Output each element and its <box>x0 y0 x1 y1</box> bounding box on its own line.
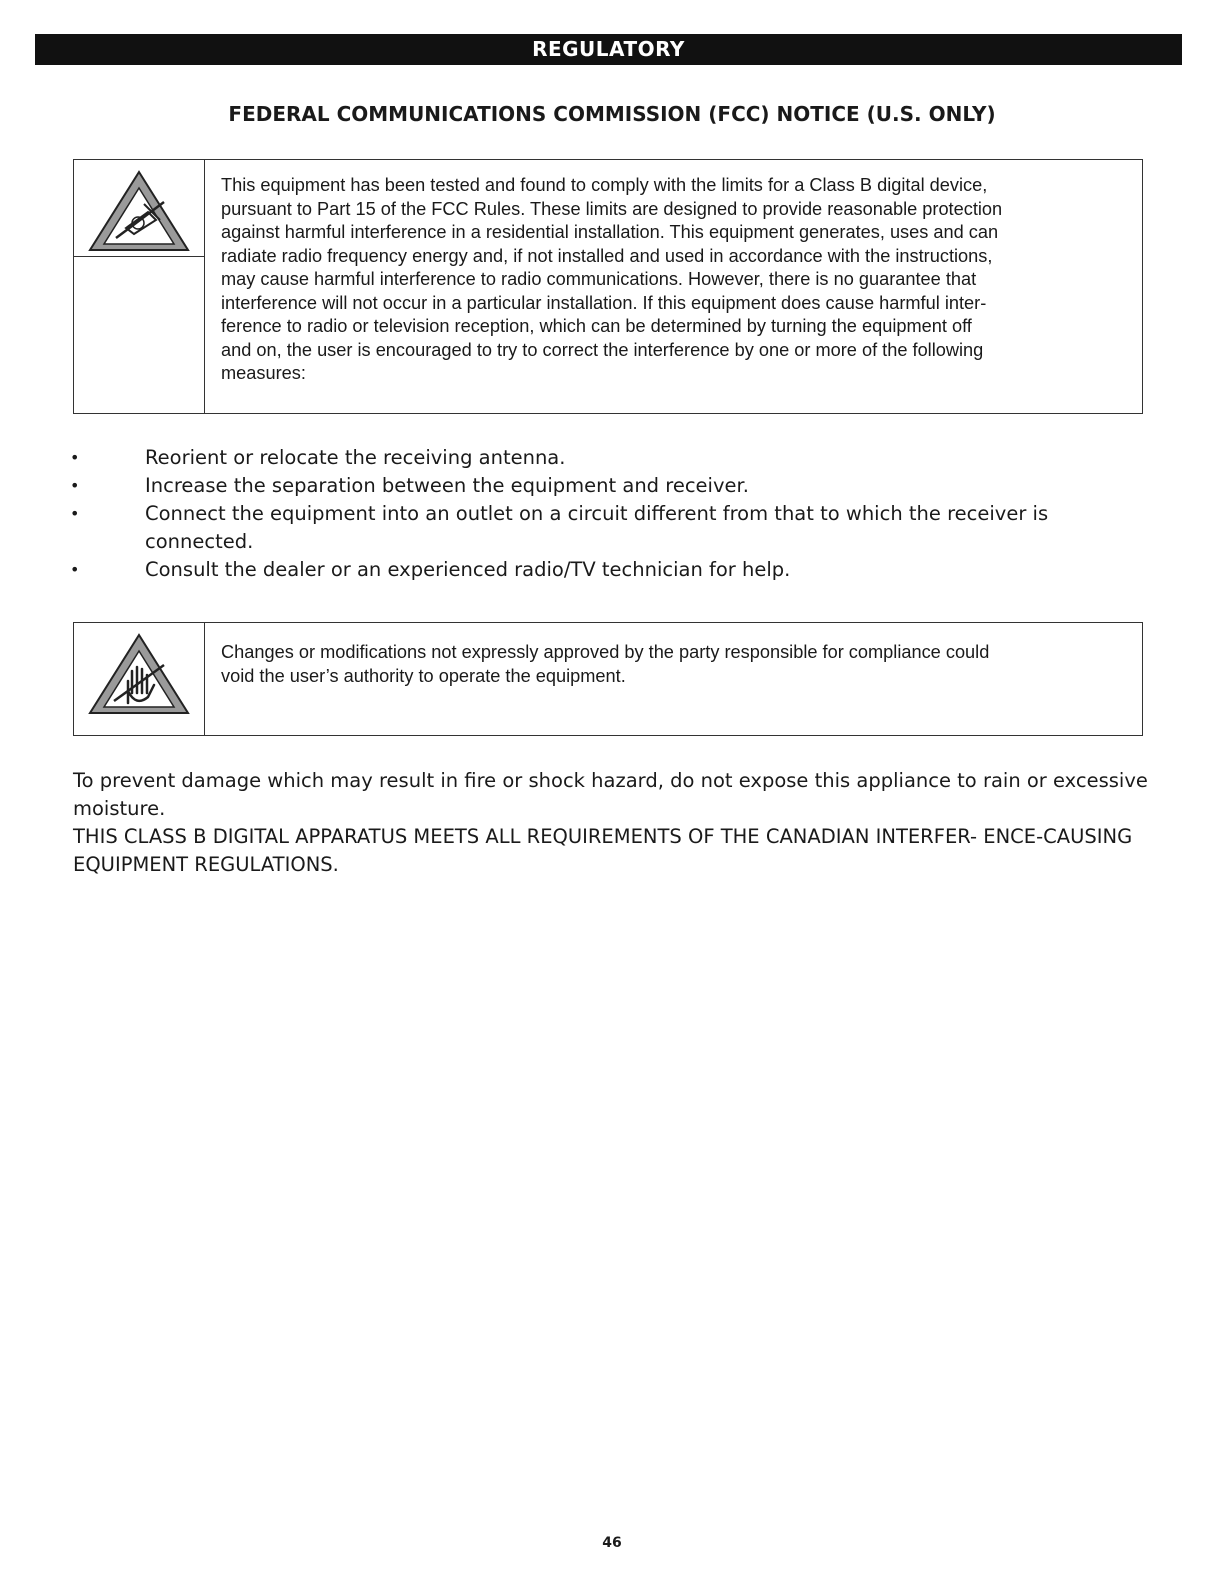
page-title: FEDERAL COMMUNICATIONS COMMISSION (FCC) NOTICE (U.S. ONLY) <box>228 102 996 126</box>
list-item <box>70 556 1160 584</box>
canadian-compliance-text: THIS CLASS B DIGITAL APPARATUS MEETS ALL REQUIREMENTS OF THE CANADIAN INTERFER- ENCE-CAUSING EQUIPMENT REGULATIONS. <box>73 825 1133 876</box>
notice-icon-column <box>74 623 205 735</box>
warning-triangle-stop-hand-icon <box>86 631 192 717</box>
fcc-notice-text: This equipment has been tested and found to comply with the limits for a Class B digital device, pursuant to Part 15 of the FCC Rules. These limits are designed to provide reasonable protection against harmful interference in a residential installation. This equipment generates, uses and can radiate radio frequency energy and, if not installed and used in accordance with the instructions, may cause harmful interference to radio communications. However, there is no guarantee that interference will not occur in a particular installation. If this equipment does cause harmful inter- ference to radio or television reception, which can be determined by turning the equipment off and on, the user is encouraged to try to correct the interference by one or more of the following measures: <box>221 175 1003 383</box>
list-item <box>70 444 1160 472</box>
notice-icon-column <box>74 160 205 413</box>
bullet-dot: • <box>70 560 80 579</box>
bullet-dot: • <box>70 504 80 523</box>
bullet-dot: • <box>70 448 80 467</box>
fcc-notice-box <box>73 159 1143 414</box>
bullet-dot: • <box>70 476 80 495</box>
section-banner: REGULATORY <box>35 34 1182 65</box>
list-item <box>70 472 1160 500</box>
modification-notice-box <box>73 622 1143 736</box>
list-item-text: Increase the separation between the equipment and receiver. <box>145 474 749 497</box>
warning-triangle-hand-writing-icon <box>86 168 192 254</box>
list-item-text: Consult the dealer or an experienced radio/TV technician for help. <box>145 558 791 581</box>
moisture-warning-text: To prevent damage which may result in fire or shock hazard, do not expose this appliance to rain or excessive moisture. <box>73 769 1148 820</box>
icon-divider <box>74 256 204 257</box>
list-item-text: Reorient or relocate the receiving antenna. <box>145 446 566 469</box>
interference-measures-list <box>70 444 1160 584</box>
list-item <box>70 500 1160 556</box>
page-number: 46 <box>602 1535 622 1551</box>
list-item-text: Connect the equipment into an outlet on a circuit different from that to which the receiver is connected. <box>145 502 1049 553</box>
modification-notice-text: Changes or modifications not expressly approved by the party responsible for compliance could void the user’s authority to operate the equipment. <box>221 642 990 686</box>
